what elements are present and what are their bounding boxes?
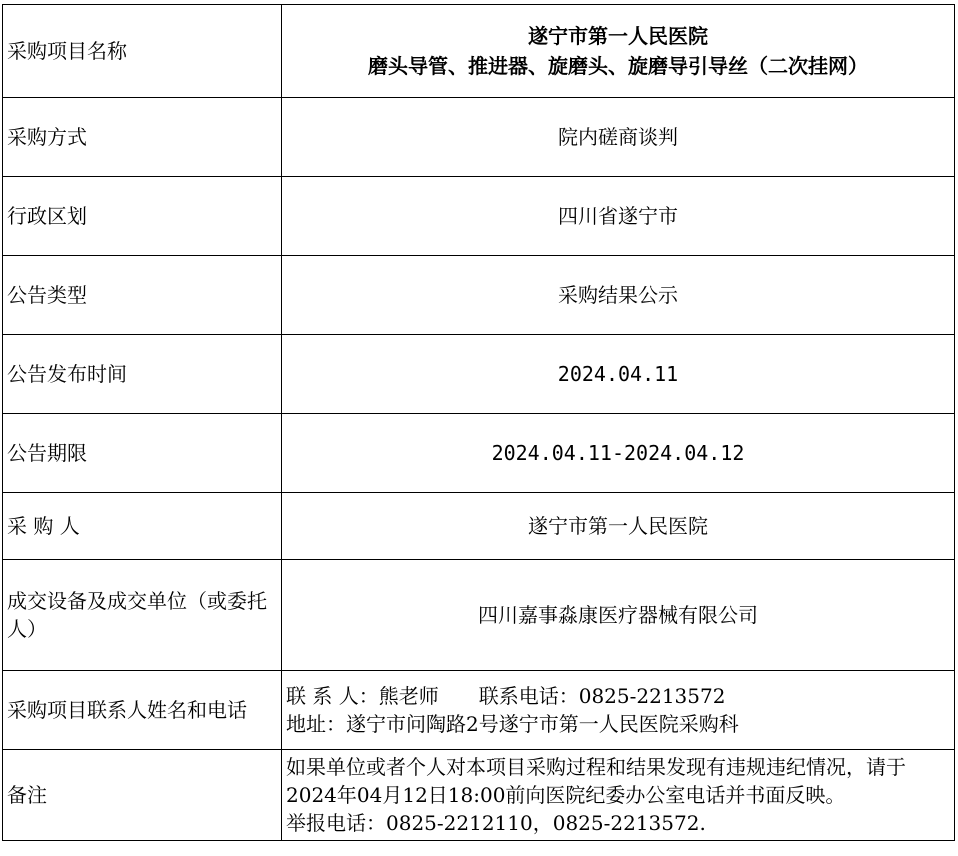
project-hospital: 遂宁市第一人民医院 [528,24,708,48]
contact-phone: 联系电话：0825-2213572 [478,684,726,708]
value-method: 院内磋商谈判 [282,98,955,177]
label-notice-type: 公告类型 [3,256,282,335]
value-region: 四川省遂宁市 [282,177,955,256]
row-period [3,414,955,493]
row-notice-type [3,256,955,335]
label-method: 采购方式 [3,98,282,177]
contact-person: 联 系 人：熊老师 [286,684,439,708]
value-remarks [282,750,955,841]
contact-line [286,682,950,710]
row-remarks [3,750,955,841]
value-winner: 四川嘉事淼康医疗器械有限公司 [282,560,955,671]
value-project-name [282,5,955,98]
value-period: 2024.04.11-2024.04.12 [282,414,955,493]
value-notice-type: 采购结果公示 [282,256,955,335]
value-publish-time: 2024.04.11 [282,335,955,414]
contact-address: 地址：遂宁市问陶路2号遂宁市第一人民医院采购科 [286,712,739,736]
project-items: 磨头导管、推进器、旋磨头、旋磨导引导丝（二次挂网） [368,54,868,78]
remarks-text: 如果单位或者个人对本项目采购过程和结果发现有违规违纪情况，请于2024年04月12日18:00前向医院纪委办公室电话并书面反映。 [286,755,906,807]
label-winner: 成交设备及成交单位（或委托人） [3,560,282,671]
label-period: 公告期限 [3,414,282,493]
row-contact [3,671,955,750]
row-purchaser [3,493,955,560]
value-purchaser: 遂宁市第一人民医院 [282,493,955,560]
row-publish-time [3,335,955,414]
row-winner [3,560,955,671]
label-contact: 采购项目联系人姓名和电话 [3,671,282,750]
procurement-notice-table [2,4,955,841]
label-remarks: 备注 [3,750,282,841]
label-region: 行政区划 [3,177,282,256]
remarks-report-phone: 举报电话：0825-2212110，0825-2213572. [286,811,706,835]
row-method [3,98,955,177]
value-contact [282,671,955,750]
label-project-name: 采购项目名称 [3,5,282,98]
row-region [3,177,955,256]
label-purchaser: 采 购 人 [3,493,282,560]
row-project-name [3,5,955,98]
label-publish-time: 公告发布时间 [3,335,282,414]
